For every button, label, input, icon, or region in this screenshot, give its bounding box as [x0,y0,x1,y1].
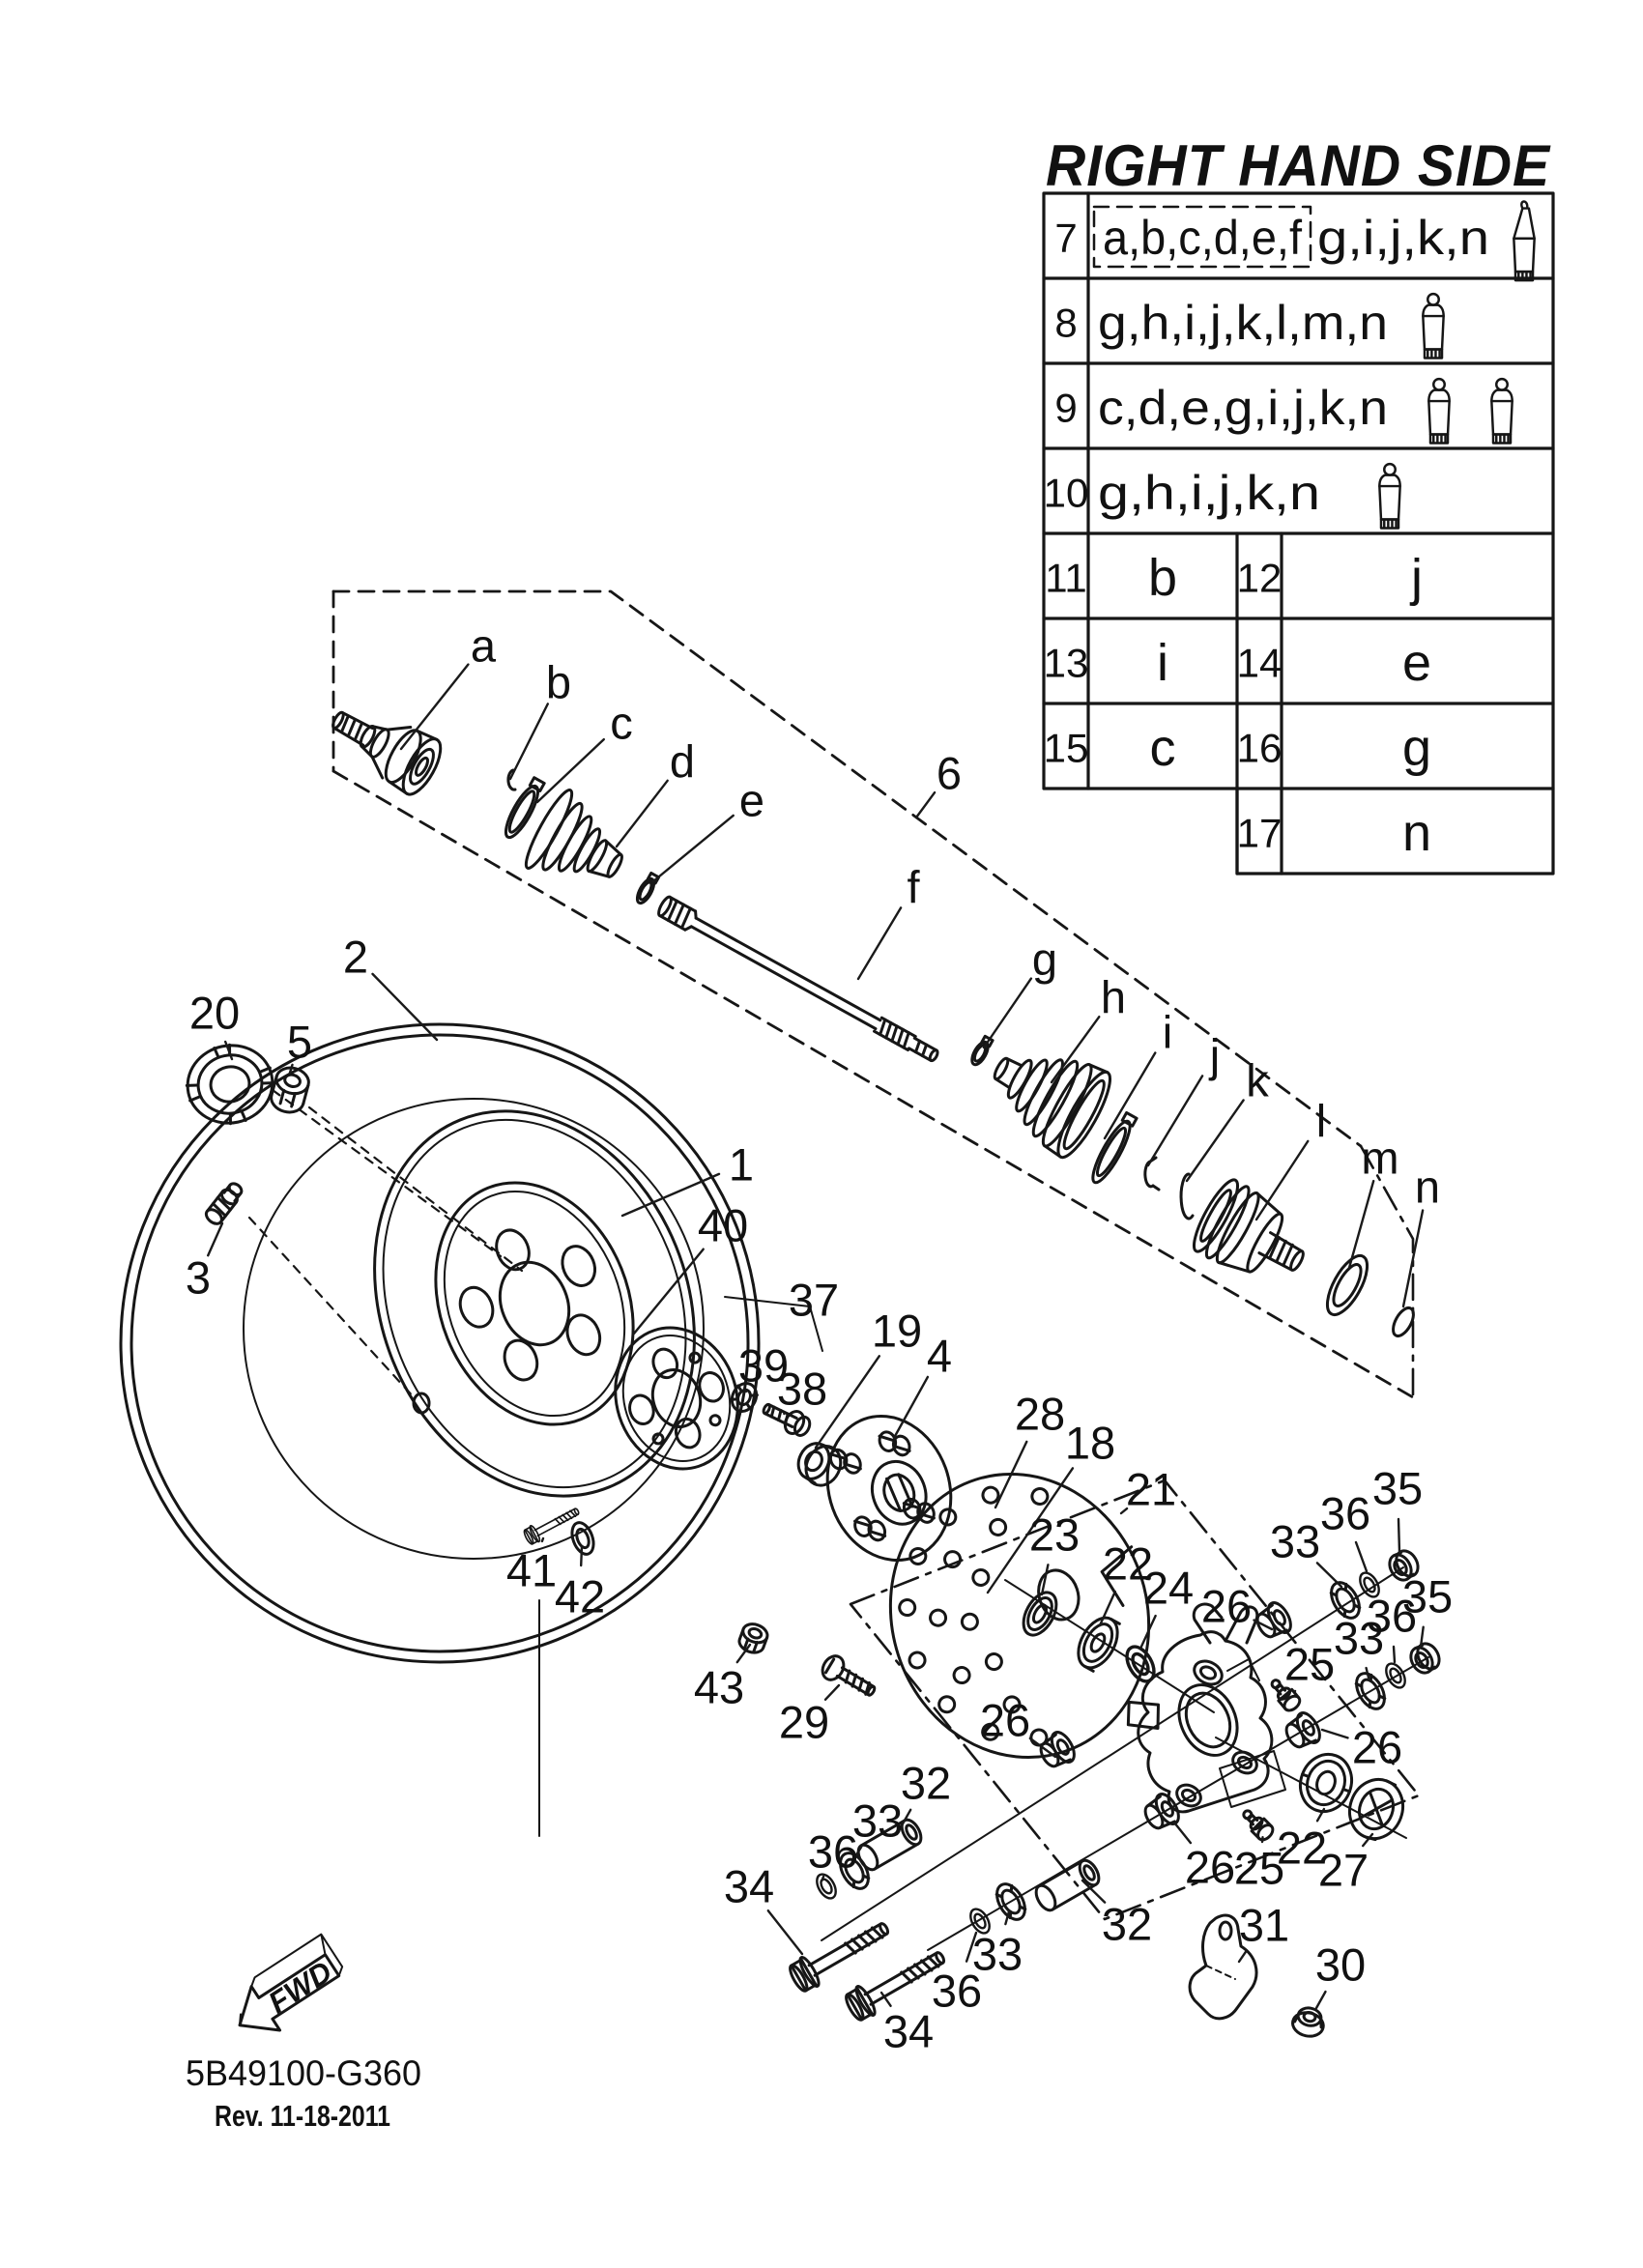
cv-joint-inner-stub [320,692,447,800]
table-row7-letters: g,i,j,k,n [1317,211,1489,265]
fwd-arrow [222,1935,353,2048]
flange-nut-30 [1290,2005,1326,2039]
leader-line-26 [1254,1621,1273,1629]
leader-line-42 [581,1546,582,1565]
callout-d: d [669,735,696,788]
callout-h: h [1100,971,1127,1023]
driveshaft-dashed-band [333,591,1413,1397]
leader-line-g [984,979,1031,1048]
page-title: RIGHT HAND SIDE [1046,133,1551,198]
leader-line-33 [1367,1668,1369,1678]
callout-34: 34 [882,2005,935,2057]
callout-18: 18 [1064,1417,1116,1469]
boot-clamp-large [501,776,547,841]
callout-j: j [1209,1029,1221,1081]
callout-19: 19 [871,1305,923,1357]
callout-24: 24 [1142,1562,1195,1614]
leader-line-34 [768,1910,802,1954]
callout-40: 40 [697,1199,749,1251]
table-row10-number: 10 [1043,470,1089,516]
wheel-rim [319,1063,751,1545]
callout-22: 22 [1102,1537,1154,1590]
knuckle-seal [1017,1587,1063,1641]
cv-boot-outer [974,1024,1118,1163]
leader-line-4 [894,1377,928,1438]
callout-2: 2 [342,931,369,983]
table-row9-number: 9 [1054,385,1078,431]
callout-29: 29 [778,1696,830,1748]
flange-nut [1406,1640,1443,1677]
callout-28: 28 [1014,1388,1066,1440]
table-row8-number: 8 [1054,300,1078,346]
callout-36: 36 [1319,1487,1371,1539]
callout-21: 21 [1125,1463,1177,1515]
callout-b: b [545,656,572,708]
table-row13-letter: i [1157,634,1168,692]
callout-32: 32 [1101,1898,1153,1950]
callout-33: 33 [971,1928,1023,1980]
leader-line-36 [1356,1542,1367,1571]
upper-pivot-axis [822,1567,1403,1940]
callout-33: 33 [1269,1515,1321,1567]
leader-line-b [510,703,548,779]
valve-stem [204,1180,245,1226]
callout-36: 36 [931,1965,983,2017]
callout-37: 37 [788,1274,840,1326]
title-block [1046,133,1551,198]
callout-35: 35 [1401,1570,1454,1622]
drawing-number: 5B49100-G360 [186,2053,421,2093]
usage-table [1044,193,1553,874]
callout-26: 26 [1351,1721,1403,1773]
callout-i: i [1162,1006,1173,1058]
callout-6: 6 [936,747,963,799]
table-row16-number: 16 [1236,725,1283,771]
callout-23: 23 [1028,1508,1081,1561]
callout-n: n [1414,1161,1441,1213]
callout-33: 33 [1333,1612,1385,1664]
callout-c: c [610,697,633,749]
cv-joint-outer [1187,1175,1320,1298]
callout-22: 22 [1276,1822,1328,1874]
table-row17-number: 17 [1236,810,1283,856]
callout-m: m [1361,1132,1399,1184]
table-row12-letter: j [1411,549,1423,607]
callout-4: 4 [926,1330,953,1382]
callout-26: 26 [979,1694,1031,1746]
leader-line-3 [208,1223,222,1255]
callout-31: 31 [1238,1899,1290,1951]
callout-26: 26 [1200,1580,1253,1632]
callout-3: 3 [185,1251,212,1304]
diagram [121,591,1444,2039]
callout-l: l [1315,1095,1327,1147]
callout-20: 20 [188,987,241,1039]
callout-34: 34 [723,1860,775,1912]
callout-38: 38 [776,1363,828,1415]
boot-clamp-small [634,872,659,905]
knuckle-bearing [1071,1611,1126,1674]
leader-line-l [1256,1141,1308,1220]
footer [186,1935,421,2133]
callout-36: 36 [1366,1590,1418,1642]
callout-e: e [738,774,765,826]
callout-41: 41 [505,1544,558,1596]
callout-f: f [907,861,920,913]
grease-nipple [1239,1806,1276,1843]
grease-tube-nozzle-icon [1513,202,1534,281]
table-row17-letter: n [1401,804,1432,862]
revision-date: Rev. 11-18-2011 [215,2099,390,2133]
leader-line-f [858,907,901,979]
table-row14-number: 14 [1236,640,1283,686]
table-row15-number: 15 [1043,725,1089,771]
table-row11-letter: b [1147,549,1178,607]
disc-screw [819,1652,880,1703]
callout-42: 42 [554,1570,606,1622]
table-row7-number: 7 [1054,215,1078,261]
table-row11-number: 11 [1045,555,1087,601]
leader-line-6 [916,792,935,818]
table-row7-boxed-letters: a,b,c,d,e,f [1103,211,1303,265]
callout-39: 39 [737,1339,790,1392]
oil-seal [1319,1249,1374,1320]
leader-line-33 [1317,1563,1341,1587]
leader-line-25 [1262,1837,1263,1842]
leader-line-35 [1398,1519,1399,1552]
leader-line-d [617,781,668,847]
projection-line [249,1218,416,1399]
leader-line-36 [1394,1647,1395,1662]
leader-line-26 [1174,1823,1191,1843]
leader-line-36 [822,1877,824,1880]
table-row9-letters: c,d,e,g,i,j,k,n [1098,381,1388,435]
pivot-bushing [1252,1599,1295,1643]
leader-line-k [1187,1101,1244,1182]
leader-line-e [653,816,734,881]
table-row8-letters: g,h,i,j,k,l,m,n [1098,296,1388,350]
callout-35: 35 [1371,1462,1424,1514]
table-row15-letter: c [1149,719,1176,777]
table-row10-letters: g,h,i,j,k,n [1098,466,1320,520]
grease-tube-icon [1423,294,1443,358]
grease-tube-icon [1491,379,1512,443]
fwd-label: FWD [262,1954,338,2021]
spindle-nut [792,1437,847,1492]
callout-25: 25 [1283,1638,1336,1690]
callout-30: 30 [1314,1938,1367,1991]
leader-line-26 [1322,1730,1348,1737]
table-row16-letter: g [1401,719,1432,777]
leader-line-j [1148,1076,1202,1165]
leader-line-a [401,665,468,749]
pivot-bushing [1035,1729,1079,1772]
tire [121,1024,759,1662]
table-row14-letter: e [1401,634,1432,692]
flange-nut-43 [736,1621,769,1655]
callout-32: 32 [900,1757,952,1809]
leader-line-31 [1239,1950,1247,1962]
callout-a: a [470,619,497,672]
callout-5: 5 [286,1016,313,1068]
table-row13-number: 13 [1043,640,1089,686]
leader-line-30 [1316,1992,1326,2008]
grease-tube-icon [1428,379,1449,443]
projection-line [309,1107,522,1271]
callout-25: 25 [1233,1842,1285,1894]
grease-tube-icon [1379,464,1399,528]
leader-line-41 [542,1538,543,1541]
callout-26: 26 [1184,1841,1236,1893]
wheel-stud [877,1425,911,1461]
callout-27: 27 [1317,1844,1369,1896]
callout-k: k [1246,1054,1269,1106]
callout-36: 36 [807,1825,859,1878]
callout-1: 1 [728,1138,755,1191]
callout-g: g [1031,933,1058,985]
table-row12-number: 12 [1236,555,1283,601]
callout-33: 33 [851,1794,904,1847]
callout-43: 43 [693,1661,745,1713]
circlip-small [1145,1158,1159,1190]
